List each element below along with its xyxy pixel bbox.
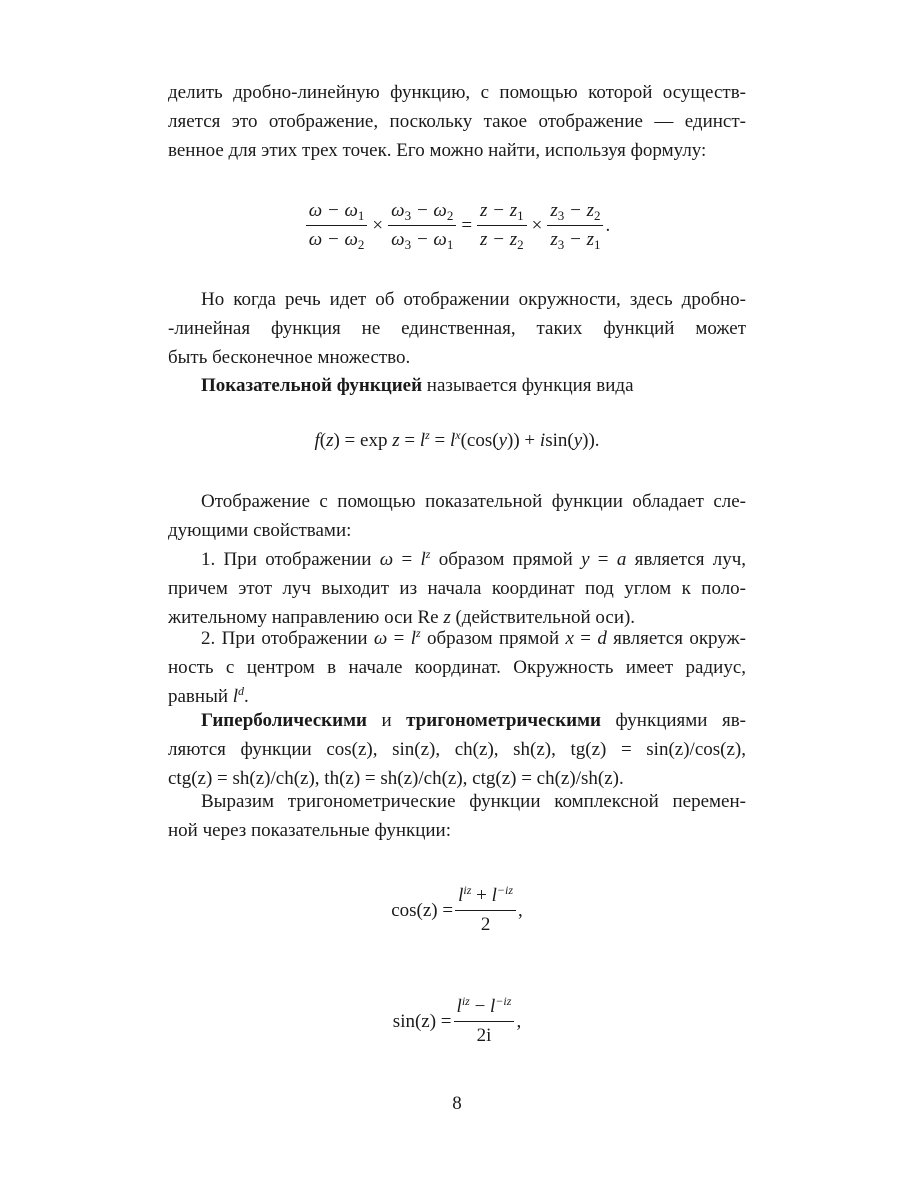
cross-ratio-formula: $\frac{\omega - \omega_1}{\omega - \omega_2}$ × $\frac{\omega_3 - \omega_2}{\omega_3 - \omega_1}$ = $\frac{z - z_1}{z - z_2}$ × $\frac{z_3 - z_2}{z_3 - z_1}$ . <box>168 200 746 251</box>
text-line: быть бесконечное множество. <box>168 347 411 368</box>
fraction: $\frac{l^{iz} - l^{-iz}}{2i}$ <box>454 996 515 1047</box>
property-1: 1. При отображении $\omega = l^z$ образом прямой y = a является луч, причем этот луч выходит из начала координат под углом к поло- жительному направлению оси Re z (действительной оси). <box>168 547 747 628</box>
page-number: 8 <box>452 1093 462 1114</box>
fraction: $\frac{\omega_3 - \omega_2}{\omega_3 - \omega_1}$ <box>388 200 456 251</box>
circle-paragraph <box>168 285 746 372</box>
text-line: ляется это отображение, поскольку такое отображение — единст- <box>168 111 746 132</box>
term-hyperbolic: Гиперболическими <box>201 710 367 731</box>
express-paragraph <box>168 787 746 845</box>
term-exponential-function: Показательной функцией <box>201 375 423 396</box>
sin-formula: sin(z) = $\frac{l^{iz} - l^{-iz}}{2i}$ , <box>392 994 522 1046</box>
term-trigonometric: тригонометрическими <box>406 710 601 731</box>
text-line: дующими свойствами: <box>168 520 352 541</box>
text-line: Выразим тригонометрические функции комплексной перемен- <box>201 791 746 812</box>
text-line: Но когда речь идет об отображении окружности, здесь дробно- <box>201 289 746 310</box>
text-line: Отображение с помощью показательной функции обладает сле- <box>201 491 746 512</box>
text-line: венное для этих трех точек. Его можно найти, используя формулу: <box>168 140 707 161</box>
intro-paragraph <box>168 78 746 165</box>
exp-definition: Показательной функцией называется функция вида <box>201 375 634 396</box>
property-2: 2. При отображении $\omega = l^z$ образом прямой x = d является окруж- ность с центром в начале координат. Окружность имеет радиус, равный $l^d$. <box>168 626 747 707</box>
text-line: -линейная функция не единственная, таких функций может <box>168 318 746 339</box>
book-page <box>168 0 746 1200</box>
fraction: $\frac{z - z_1}{z - z_2}$ <box>477 200 527 251</box>
properties-intro <box>168 487 746 545</box>
text-line: делить дробно-линейную функцию, с помощью которой осуществ- <box>168 82 746 103</box>
exp-formula: $f(z) = \exp z = l^z = l^x(\cos(y)) + isin(y)$). <box>314 428 600 451</box>
fraction: $\frac{\omega - \omega_1}{\omega - \omega_2}$ <box>306 200 368 251</box>
text-line: ной через показательные функции: <box>168 820 452 841</box>
cos-formula: cos(z) = $\frac{l^{iz} + l^{-iz}}{2}$ , <box>391 883 523 935</box>
hyperbolic-paragraph: Гиперболическими и тригонометрическими функциями яв- ляются функции cos(z), sin(z), ch(z), sh(z), tg(z) = sin(z)/cos(z), ctg(z) = sh(z)/ch(z), th(z) = sh(z)/ch(z), ctg(z) = ch(z)/sh(z). <box>168 710 746 789</box>
fraction: $\frac{l^{iz} + l^{-iz}}{2}$ <box>455 885 516 936</box>
fraction: $\frac{z_3 - z_2}{z_3 - z_1}$ <box>547 200 603 251</box>
